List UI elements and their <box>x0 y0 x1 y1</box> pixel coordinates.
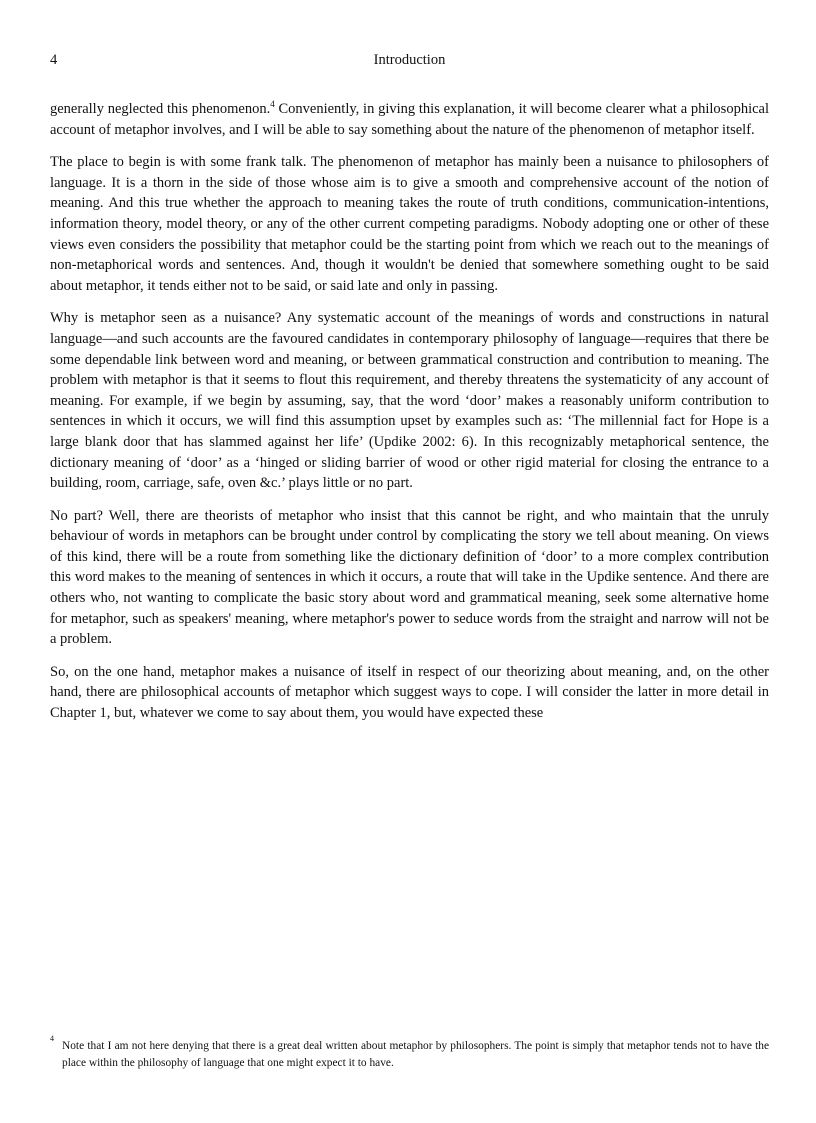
paragraph-4: No part? Well, there are theorists of metaphor who insist that this cannot be right, and who maintain that the unruly behaviour of words in metaphors can be brought under control by complicating the story we tell about meaning. On views of this kind, there will be a route from something like the dictionary definition of ‘door’ to a more complex contribution this word makes to the meaning of sentences in which it occurs, a route that will take in the Updike sentence. And there are others who, not wanting to complicate the basic story about word and grammatical meaning, seek some alternative home for metaphor, such as speakers' meaning, where metaphor's power to seduce words from the straight and narrow will not be a problem. <box>50 507 769 648</box>
chapter-title: Introduction <box>373 52 446 68</box>
footnotes <box>50 1034 769 1072</box>
footnote-reference-4[interactable]: 4 <box>270 99 275 110</box>
footnote-marker: 4 <box>50 1034 54 1043</box>
paragraph-1 <box>50 99 769 140</box>
paragraph-1-text-after-note: Conveniently, in giving this explanation, it will become clearer what a philosophical account of metaphor involves, and I will be able to say something about the nature of the phenomenon of metaphor itself. <box>50 101 770 138</box>
paragraph-3: Why is metaphor seen as a nuisance? Any systematic account of the meanings of words and constructions in natural language—and such accounts are the favoured candidates in contemporary philosophy of language—requires that there be some dependable link between word and meaning, or between grammatical construction and contribution to meaning. The problem with metaphor is that it seems to flout this requirement, and thereby threatens the systematicity of any account of meaning. For example, if we begin by assuming, say, that the word ‘door’ makes a reasonably uniform contribution to sentences in which it occurs, we will find this assumption upset by examples such as: ‘The millennial fact for Hope is a large blank door that has slammed against her life’ (Updike 2002: 6). In this recognizably metaphorical sentence, the dictionary meaning of ‘door’ as a ‘hinged or sliding barrier of wood or other rigid material for closing the entrance to a building, room, carriage, safe, oven &c.’ plays little or no part. <box>50 310 769 492</box>
running-head <box>50 50 769 70</box>
paragraph-5: So, on the one hand, metaphor makes a nuisance of itself in respect of our theorizing about meaning, and, on the other hand, there are philosophical accounts of metaphor which suggest ways to cope. I will consider the latter in more detail in Chapter 1, but, whatever we come to say about them, you would have expected these <box>50 663 769 722</box>
page-number: 4 <box>50 52 58 68</box>
body-text <box>50 99 769 736</box>
footnote <box>50 1034 769 1072</box>
paragraph-1-text-before-note: generally neglected this phenomenon. <box>50 101 271 117</box>
paragraph-2: The place to begin is with some frank talk. The phenomenon of metaphor has mainly been a nuisance to philosophers of language. It is a thorn in the side of those whose aim is to give a smooth and comprehensive account of the notion of meaning. And this true whether the approach to meaning takes the route of truth conditions, communication-intentions, information theory, model theory, or any of the other current competing paradigms. Nobody adopting one or other of these views even considers the possibility that metaphor could be the starting point from which we reach out to the meanings of non-metaphorical words and sentences. And, though it wouldn't be denied that somewhere something ought to be said about metaphor, it tends either not to be said, or said late and only in passing. <box>50 154 769 294</box>
footnote-text: Note that I am not here denying that there is a great deal written about metaphor by philosophers. The point is simply that metaphor tends not to have the place within the philosophy of language that one might expect it to have. <box>62 1040 769 1069</box>
